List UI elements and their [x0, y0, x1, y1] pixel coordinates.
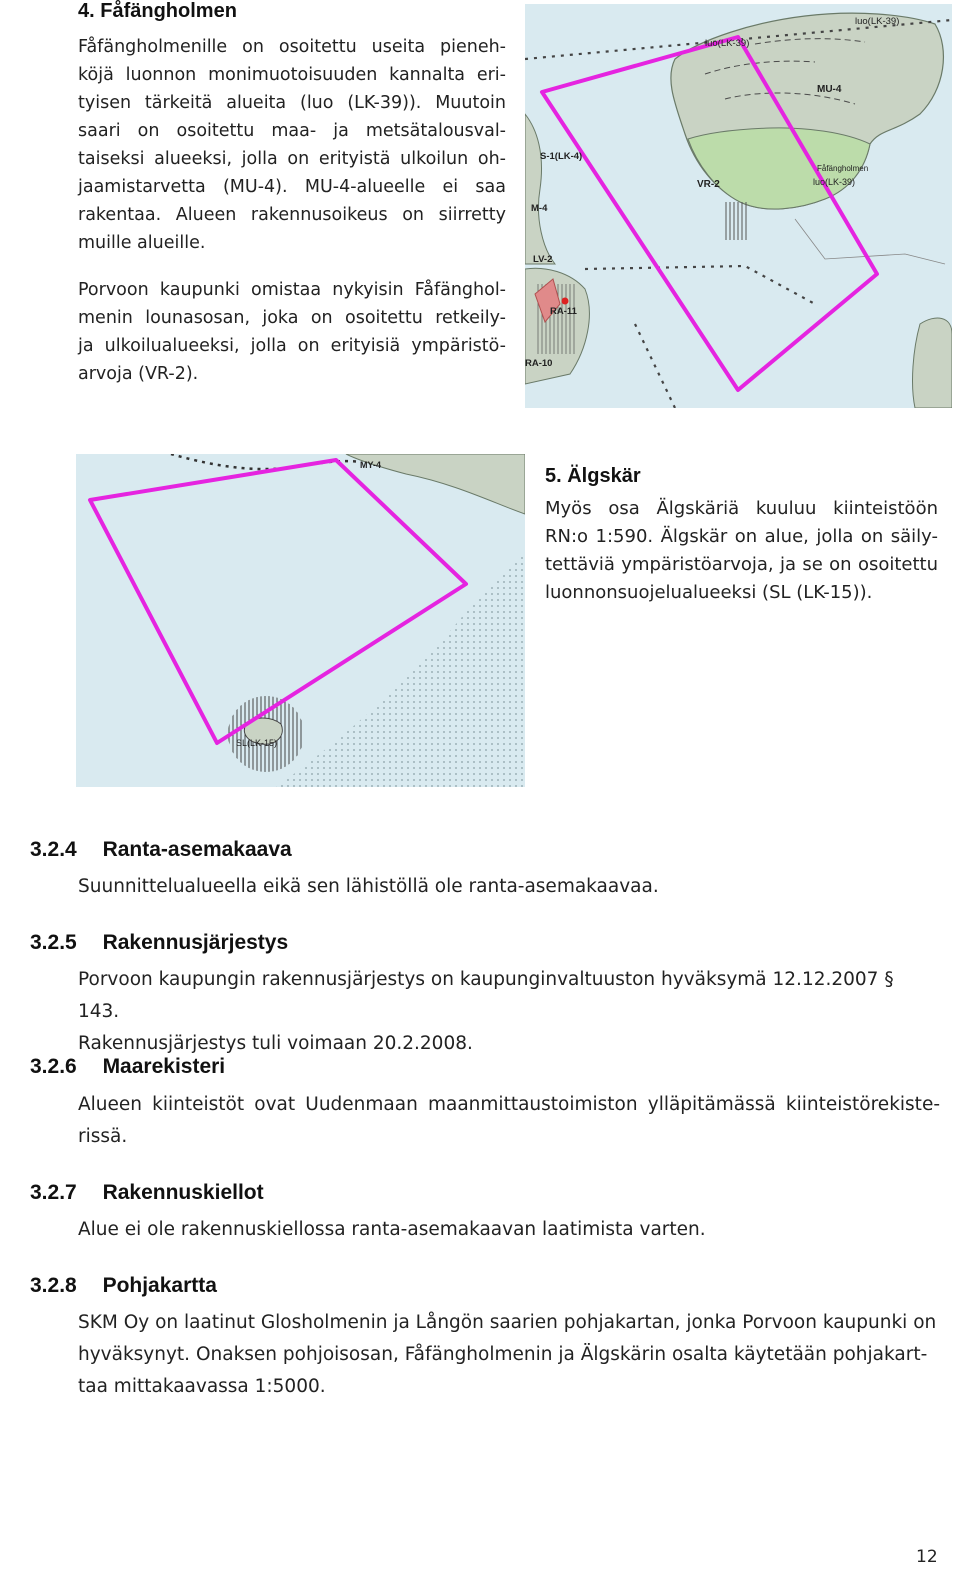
section-title: Maarekisteri: [102, 1055, 226, 1078]
text-line: luonnonsuojelualueeksi (SL (LK-15)).: [545, 582, 873, 603]
text-line: arvoja (VR-2).: [78, 364, 199, 384]
text-line: saari on osoitettu maa- ja metsätalousval-: [78, 121, 506, 141]
section-3-2-7-text: Alue ei ole rakennuskiellossa ranta-asemakaavan laatimista varten.: [78, 1219, 706, 1240]
text-line: tettäviä ympäristöarvoja, ja se on osoitettu: [545, 554, 938, 575]
map-label: RA-10: [525, 358, 553, 369]
text-line: hyväksynyt. Onaksen pohjoisosan, Fåfängholmenin ja Älgskärin osalta käytetään pohjakart-: [78, 1344, 928, 1365]
section-number: 3.2.8: [30, 1274, 77, 1297]
map-label: S-1(LK-4): [540, 151, 583, 162]
right-land: [913, 318, 952, 408]
text-line: Myös osa Älgskäriä kuuluu kiinteistöön: [545, 498, 938, 519]
map-label: RA-11: [550, 306, 577, 317]
text-line: jaamistarvetta (MU-4). MU-4-alueelle ei saa: [78, 177, 506, 197]
algskar-map: [76, 454, 525, 787]
text-line: rakentaa. Alueen rakennusoikeus on siirretty: [78, 205, 506, 225]
text-line: menin lounasosan, joka on osoitettu retkeily-: [78, 308, 506, 328]
map-label: VR-2: [697, 179, 720, 190]
section-title: Rakennuskiellot: [102, 1181, 264, 1204]
section-4-heading: 4. Fåfängholmen: [78, 0, 237, 22]
text-line: taiseksi alueeksi, jolla on erityistä ulkoilun oh-: [78, 149, 506, 169]
section-3-2-5-text: [78, 964, 940, 1060]
section-title: Ranta-asemakaava: [102, 838, 292, 861]
section-5-heading: 5. Älgskär: [545, 465, 641, 487]
text-line: Alueen kiinteistöt ovat Uudenmaan maanmittaustoimiston ylläpitämässä kiinteistörekiste-: [78, 1094, 940, 1115]
section-3-2-6-text: [78, 1089, 940, 1153]
point-marker: [562, 298, 569, 305]
algskar-map-graphic: [76, 454, 525, 787]
text-line: RN:o 1:590. Älgskär on alue, jolla on säily-: [545, 526, 938, 547]
text-line: Porvoon kaupungin rakennusjärjestys on kaupunginvaltuuston hyväksymä 12.12.2007 § 143.: [78, 969, 894, 1022]
text-line: Rakennusjärjestys tuli voimaan 20.2.2008.: [78, 1033, 473, 1054]
section-5-paragraph: [545, 495, 938, 607]
text-line: SKM Oy on laatinut Glosholmenin ja Långön saarien pohjakartan, jonka Porvoon kaupunki on: [78, 1312, 937, 1333]
fafangholmen-map: [525, 4, 952, 408]
section-title: Rakennusjärjestys: [102, 931, 289, 954]
text-line: ja ulkoilualueeksi, jolla on erityisiä ympäristö-: [78, 336, 506, 356]
section-title: Pohjakartta: [102, 1274, 217, 1297]
text-line: muille alueille.: [78, 233, 206, 253]
map-label: luo(LK-39): [855, 16, 900, 27]
map-label: LV-2: [533, 254, 553, 265]
map-label: M-4: [531, 203, 548, 214]
text-line: Fåfängholmenille on osoitettu useita pieneh-: [78, 37, 506, 57]
section-3-2-8-text: [78, 1307, 940, 1403]
map-label: MY-4: [360, 460, 382, 470]
text-line: Porvoon kaupunki omistaa nykyisin Fåfänghol-: [78, 280, 506, 300]
map-label: SL(LK-15): [236, 738, 278, 748]
section-4-paragraph-2: [78, 276, 506, 388]
section-4-paragraph-1: [78, 33, 506, 257]
page-number: 12: [916, 1547, 938, 1567]
map-label: luo(LK-39): [813, 177, 856, 187]
map-label: MU-4: [817, 84, 842, 95]
text-line: taa mittakaavassa 1:5000.: [78, 1376, 326, 1397]
text-line: tyisen tärkeitä alueita (luo (LK-39)). Muutoin: [78, 93, 506, 113]
section-3-2-4-heading: [30, 838, 292, 862]
map-label: luo(LK-39): [705, 38, 750, 49]
section-3-2-6-heading: [30, 1055, 225, 1079]
section-number: 3.2.5: [30, 931, 77, 954]
text-line: rissä.: [78, 1126, 128, 1147]
section-number: 3.2.6: [30, 1055, 77, 1078]
text-line: köjä luonnon monimuotoisuuden kannalta eri-: [78, 65, 506, 85]
hatched-area: [725, 202, 747, 240]
section-3-2-7-heading: [30, 1181, 264, 1205]
section-number: 3.2.4: [30, 838, 77, 861]
section-3-2-4-text: Suunnittelualueella eikä sen lähistöllä ole ranta-asemakaavaa.: [78, 876, 659, 897]
map-label: Fåfängholmen: [817, 164, 869, 173]
section-3-2-8-heading: [30, 1274, 217, 1298]
section-number: 3.2.7: [30, 1181, 77, 1204]
fafangholmen-map-graphic: [525, 4, 952, 408]
section-3-2-5-heading: [30, 931, 288, 955]
